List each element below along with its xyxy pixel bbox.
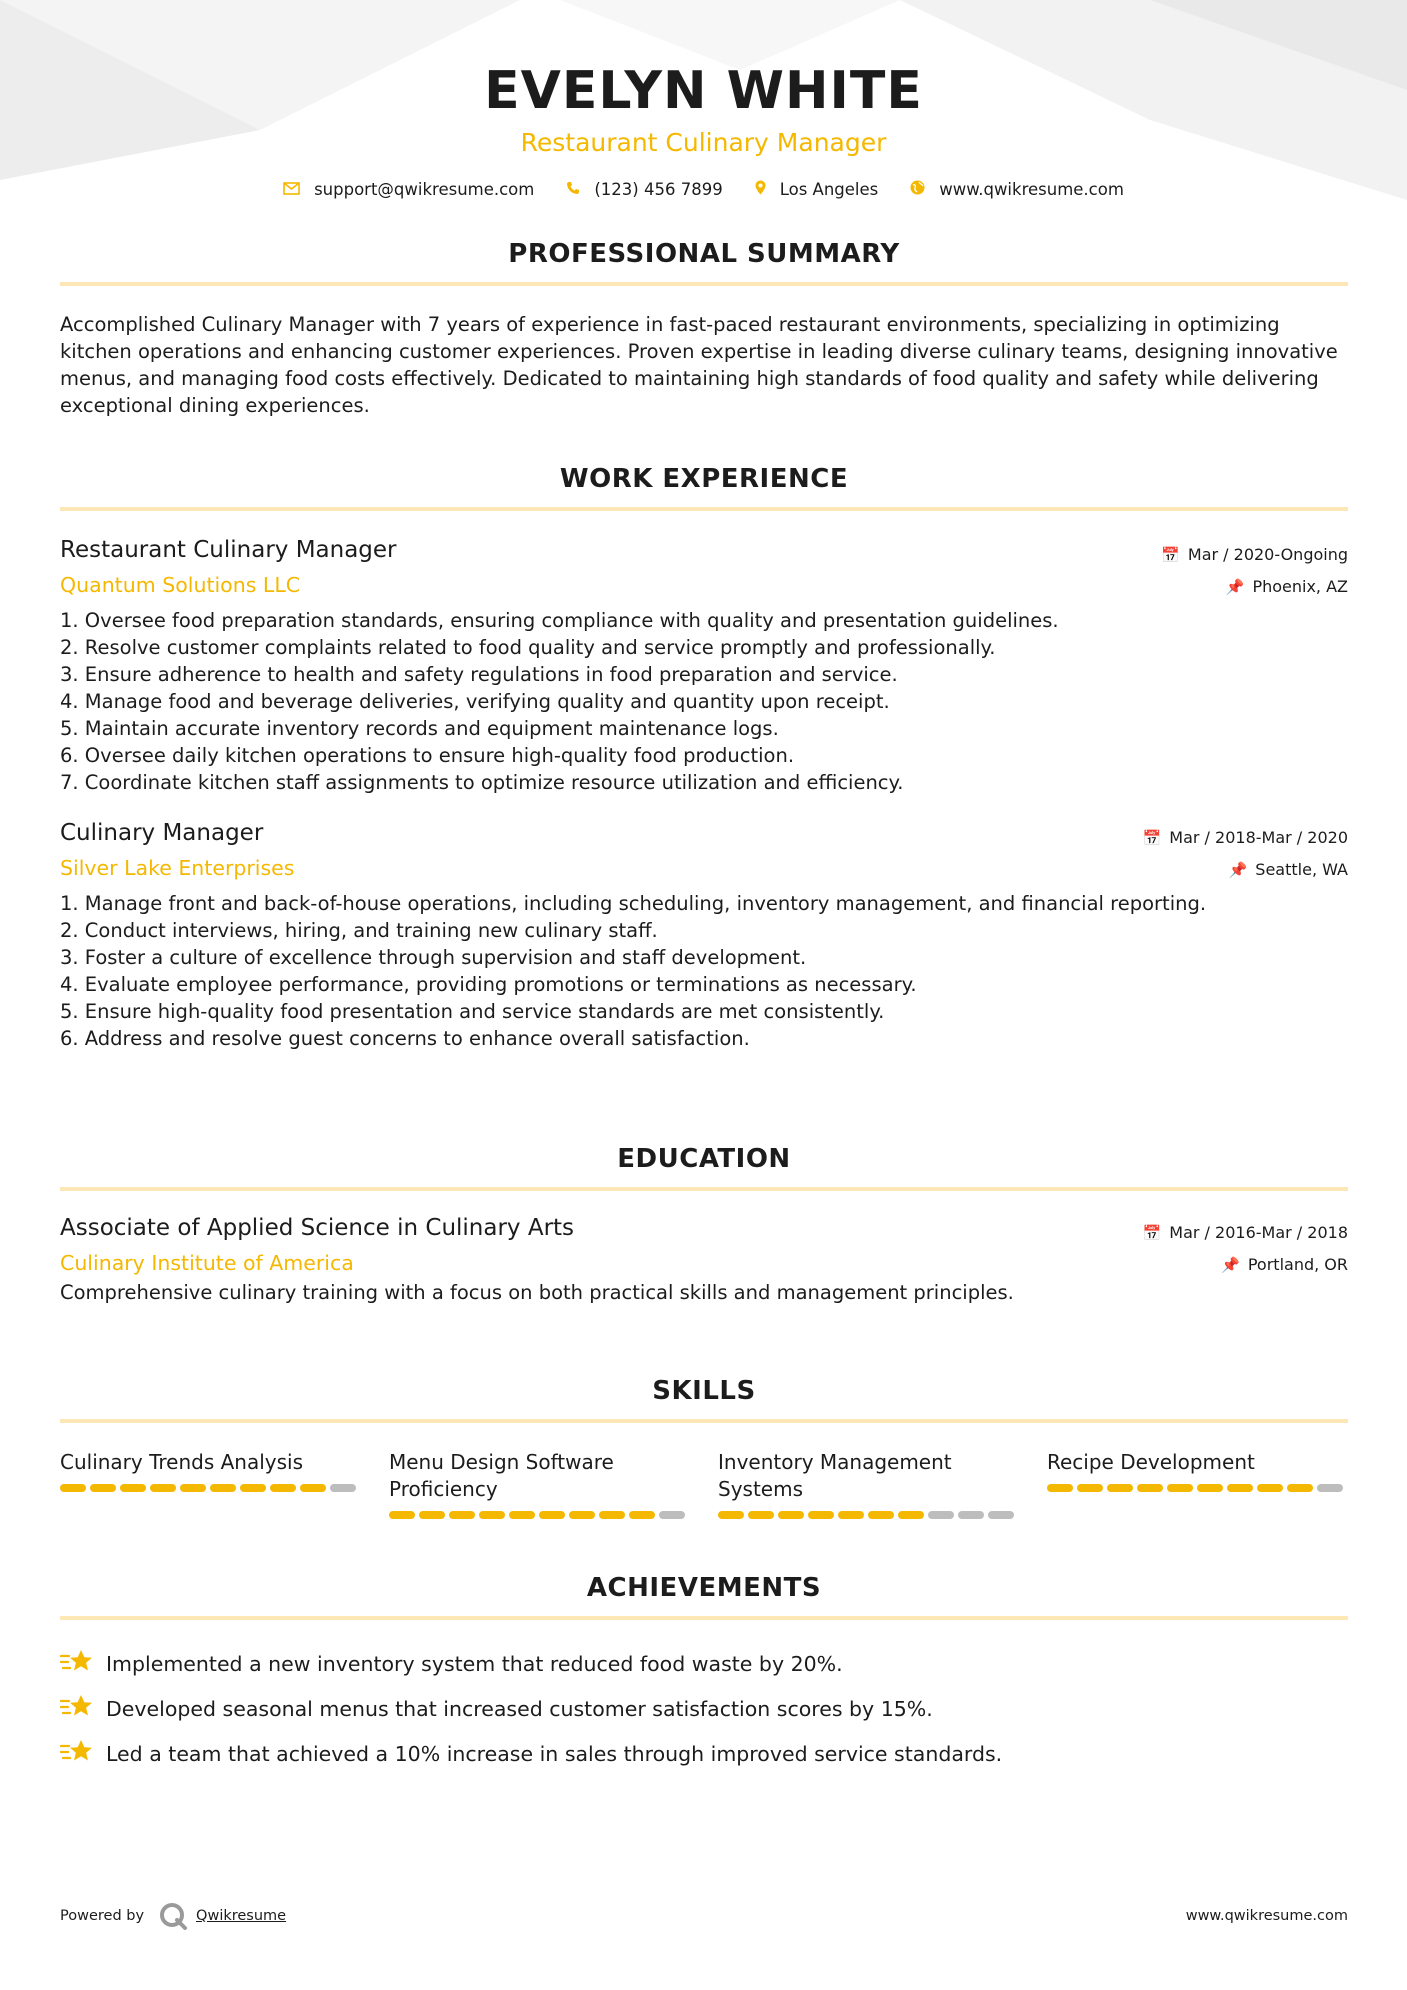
rating-segment-filled bbox=[1257, 1484, 1283, 1492]
achievements-list bbox=[60, 1642, 1348, 1777]
skill-rating-bar bbox=[1047, 1484, 1347, 1492]
candidate-name: EVELYN WHITE bbox=[484, 61, 923, 121]
shooting-star-icon bbox=[60, 1738, 106, 1771]
rating-segment-filled bbox=[180, 1484, 206, 1492]
website-text: www.qwikresume.com bbox=[939, 180, 1124, 199]
education-description: Comprehensive culinary training with a focus on both practical skills and management principles. bbox=[60, 1281, 1014, 1304]
education-entry bbox=[60, 1213, 1348, 1306]
list-item: 3. Foster a culture of excellence through supervision and staff development. bbox=[60, 946, 807, 969]
list-item: 6. Oversee daily kitchen operations to ensure high-quality food production. bbox=[60, 744, 795, 767]
experience-section bbox=[60, 463, 1348, 1052]
job-company: Quantum Solutions LLC bbox=[60, 573, 301, 597]
rating-segment-filled bbox=[1047, 1484, 1073, 1492]
rating-segment-filled bbox=[1227, 1484, 1253, 1492]
job-location: 📌 Phoenix, AZ bbox=[1225, 577, 1348, 596]
rating-segment-filled bbox=[838, 1511, 864, 1519]
phone-text: (123) 456 7899 bbox=[594, 180, 723, 199]
rating-segment-filled bbox=[539, 1511, 565, 1519]
rating-segment-filled bbox=[748, 1511, 774, 1519]
achievement-item bbox=[60, 1642, 1348, 1687]
rating-segment-filled bbox=[1137, 1484, 1163, 1492]
education-location: 📌 Portland, OR bbox=[1221, 1255, 1348, 1274]
skill-name: Culinary Trends Analysis bbox=[60, 1450, 304, 1474]
job-bullets bbox=[60, 890, 1348, 1052]
contact-location bbox=[755, 180, 879, 199]
footer bbox=[60, 1898, 1348, 1934]
shooting-star-icon bbox=[60, 1693, 106, 1726]
section-divider bbox=[60, 1419, 1348, 1423]
rating-segment-filled bbox=[120, 1484, 146, 1492]
rating-segment-filled bbox=[389, 1511, 415, 1519]
list-item: 6. Address and resolve guest concerns to enhance overall satisfaction. bbox=[60, 1027, 750, 1050]
section-divider bbox=[60, 282, 1348, 286]
footer-branding bbox=[60, 1898, 286, 1934]
contact-email[interactable] bbox=[283, 180, 534, 199]
rating-segment-empty bbox=[330, 1484, 356, 1492]
job-header bbox=[60, 535, 1348, 595]
job-dates: 📅 Mar / 2020-Ongoing bbox=[1161, 545, 1348, 564]
pushpin-icon: 📌 bbox=[1221, 1256, 1240, 1274]
list-item: 5. Ensure high-quality food presentation and service standards are met consistently. bbox=[60, 1000, 885, 1023]
education-heading: EDUCATION bbox=[617, 1144, 791, 1174]
rating-segment-filled bbox=[718, 1511, 744, 1519]
section-divider bbox=[60, 507, 1348, 511]
rating-segment-empty bbox=[659, 1511, 685, 1519]
rating-segment-filled bbox=[1197, 1484, 1223, 1492]
rating-segment-filled bbox=[419, 1511, 445, 1519]
rating-segment-filled bbox=[808, 1511, 834, 1519]
achievement-text: Led a team that achieved a 10% increase in sales through improved service standards. bbox=[106, 1742, 1003, 1766]
skill-name: Inventory Management Systems bbox=[718, 1450, 952, 1501]
school-name: Culinary Institute of America bbox=[60, 1251, 354, 1275]
achievement-item bbox=[60, 1732, 1348, 1777]
job-dates: 📅 Mar / 2018-Mar / 2020 bbox=[1142, 828, 1348, 847]
job-title: Restaurant Culinary Manager bbox=[60, 537, 397, 563]
list-item: 2. Resolve customer complaints related to food quality and service promptly and professionally. bbox=[60, 636, 996, 659]
contact-phone[interactable] bbox=[566, 180, 722, 199]
rating-segment-filled bbox=[449, 1511, 475, 1519]
rating-segment-filled bbox=[1167, 1484, 1193, 1492]
section-divider bbox=[60, 1187, 1348, 1191]
rating-segment-filled bbox=[599, 1511, 625, 1519]
rating-segment-filled bbox=[270, 1484, 296, 1492]
list-item: 2. Conduct interviews, hiring, and training new culinary staff. bbox=[60, 919, 658, 942]
list-item: 1. Manage front and back-of-house operations, including scheduling, inventory management, and financial reporting. bbox=[60, 892, 1207, 915]
calendar-icon: 📅 bbox=[1161, 546, 1180, 564]
education-section bbox=[60, 1143, 1348, 1306]
location-text: Los Angeles bbox=[779, 180, 879, 199]
summary-heading: PROFESSIONAL SUMMARY bbox=[508, 239, 900, 269]
skill-item bbox=[1047, 1449, 1347, 1519]
job-entry bbox=[60, 818, 1348, 1052]
skill-rating-bar bbox=[389, 1511, 689, 1519]
rating-segment-filled bbox=[898, 1511, 924, 1519]
job-bullets bbox=[60, 607, 1348, 796]
qwikresume-logo-icon bbox=[158, 1901, 188, 1931]
skill-item bbox=[718, 1449, 1018, 1519]
rating-segment-empty bbox=[928, 1511, 954, 1519]
experience-heading: WORK EXPERIENCE bbox=[559, 464, 849, 494]
skill-name: Recipe Development bbox=[1047, 1450, 1255, 1474]
candidate-title: Restaurant Culinary Manager bbox=[520, 128, 887, 157]
globe-icon bbox=[910, 180, 925, 199]
list-item: 1. Oversee food preparation standards, ensuring compliance with quality and presentation guidelines. bbox=[60, 609, 1059, 632]
education-dates: 📅 Mar / 2016-Mar / 2018 bbox=[1142, 1223, 1348, 1242]
list-item: 5. Maintain accurate inventory records and equipment maintenance logs. bbox=[60, 717, 779, 740]
skill-rating-bar bbox=[60, 1484, 360, 1492]
shooting-star-icon bbox=[60, 1648, 106, 1681]
job-meta bbox=[1161, 539, 1348, 603]
rating-segment-filled bbox=[778, 1511, 804, 1519]
job-location: 📌 Seattle, WA bbox=[1228, 860, 1348, 879]
rating-segment-filled bbox=[90, 1484, 116, 1492]
rating-segment-filled bbox=[629, 1511, 655, 1519]
list-item: 7. Coordinate kitchen staff assignments to optimize resource utilization and efficiency. bbox=[60, 771, 904, 794]
job-title: Culinary Manager bbox=[60, 820, 264, 846]
brand-link[interactable]: Qwikresume bbox=[196, 1908, 287, 1924]
envelope-icon bbox=[283, 181, 300, 199]
achievements-heading: ACHIEVEMENTS bbox=[586, 1573, 822, 1603]
skill-item bbox=[60, 1449, 360, 1519]
pushpin-icon: 📌 bbox=[1228, 861, 1248, 879]
education-meta bbox=[1143, 1217, 1348, 1281]
skill-item bbox=[389, 1449, 689, 1519]
rating-segment-filled bbox=[1287, 1484, 1313, 1492]
rating-segment-empty bbox=[958, 1511, 984, 1519]
job-meta bbox=[1143, 822, 1348, 886]
achievements-section bbox=[60, 1572, 1348, 1777]
calendar-icon: 📅 bbox=[1142, 829, 1162, 847]
achievement-text: Implemented a new inventory system that reduced food waste by 20%. bbox=[106, 1652, 843, 1676]
summary-section bbox=[60, 238, 1348, 419]
skills-section bbox=[60, 1375, 1348, 1519]
rating-segment-filled bbox=[240, 1484, 266, 1492]
resume-header bbox=[0, 58, 1407, 199]
rating-segment-empty bbox=[988, 1511, 1014, 1519]
job-entry bbox=[60, 535, 1348, 796]
contact-website[interactable] bbox=[910, 180, 1124, 199]
achievement-item bbox=[60, 1687, 1348, 1732]
footer-website-link[interactable]: www.qwikresume.com bbox=[1185, 1908, 1348, 1924]
skill-name: Menu Design Software Proficiency bbox=[389, 1450, 614, 1501]
contact-row bbox=[0, 180, 1407, 199]
calendar-icon: 📅 bbox=[1142, 1224, 1162, 1242]
phone-icon bbox=[566, 181, 580, 199]
rating-segment-filled bbox=[300, 1484, 326, 1492]
rating-segment-empty bbox=[1317, 1484, 1343, 1492]
list-item: 4. Evaluate employee performance, providing promotions or terminations as necessary. bbox=[60, 973, 917, 996]
rating-segment-filled bbox=[150, 1484, 176, 1492]
rating-segment-filled bbox=[569, 1511, 595, 1519]
achievement-text: Developed seasonal menus that increased customer satisfaction scores by 15%. bbox=[106, 1697, 933, 1721]
rating-segment-filled bbox=[1077, 1484, 1103, 1492]
list-item: 3. Ensure adherence to health and safety regulations in food preparation and service. bbox=[60, 663, 898, 686]
skills-heading: SKILLS bbox=[652, 1376, 756, 1406]
map-pin-icon bbox=[755, 180, 766, 199]
job-header bbox=[60, 818, 1348, 878]
summary-text: Accomplished Culinary Manager with 7 years of experience in fast-paced restaurant environments, specializing in optimizing kitchen operations and enhancing customer experiences. Proven expertise in leading diverse culinary teams, designing innovative menus, and managing food costs effectively. Dedicated to maintaining high standards of food quality and safety while delivering exceptional dining experiences. bbox=[60, 313, 1338, 417]
email-text: support@qwikresume.com bbox=[314, 180, 535, 199]
skills-grid bbox=[60, 1449, 1348, 1519]
rating-segment-filled bbox=[60, 1484, 86, 1492]
pushpin-icon: 📌 bbox=[1225, 578, 1245, 596]
job-company: Silver Lake Enterprises bbox=[60, 856, 295, 880]
rating-segment-filled bbox=[1107, 1484, 1133, 1492]
rating-segment-filled bbox=[868, 1511, 894, 1519]
degree-title: Associate of Applied Science in Culinary Arts bbox=[60, 1215, 575, 1241]
rating-segment-filled bbox=[210, 1484, 236, 1492]
education-header bbox=[60, 1213, 1348, 1273]
skill-rating-bar bbox=[718, 1511, 1018, 1519]
list-item: 4. Manage food and beverage deliveries, verifying quality and quantity upon receipt. bbox=[60, 690, 890, 713]
rating-segment-filled bbox=[509, 1511, 535, 1519]
rating-segment-filled bbox=[479, 1511, 505, 1519]
section-divider bbox=[60, 1616, 1348, 1620]
powered-by-label: Powered by bbox=[60, 1908, 145, 1924]
